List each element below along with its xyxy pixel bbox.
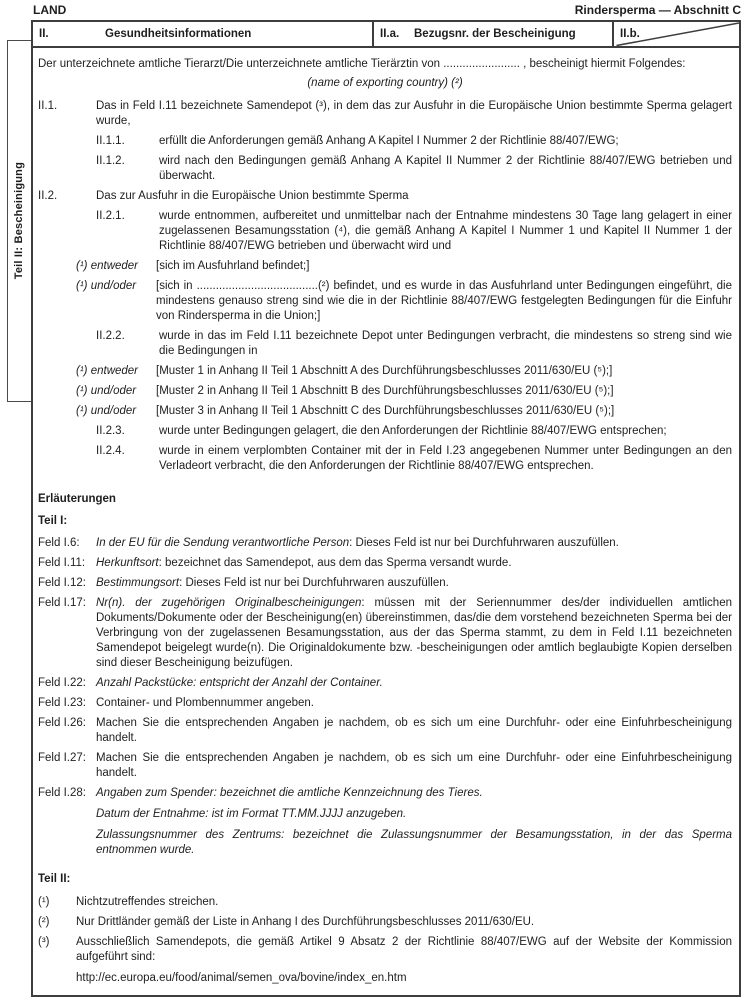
field-text: Container- und Plombennummer angeben.	[96, 697, 314, 709]
field-label: Feld I.28:	[38, 787, 86, 799]
clause-ii-2	[38, 189, 732, 204]
country-field-label: LAND	[33, 3, 67, 17]
clause-text: wurde in einem verplombten Container mit der in Feld I.23 angegebenen Nummer unter Bedingungen an den Verladeort verbracht, die den Anforderungen der Richtlinie 88/407/EWG entsprechen.	[159, 445, 732, 472]
option-text: [Muster 2 in Anhang II Teil 1 Abschnitt B des Durchführungsbeschlusses 2011/630/EU (⁵);]	[156, 385, 614, 397]
note-field-i28	[38, 786, 732, 858]
page-top-header	[33, 3, 741, 17]
exporting-country-note: (name of exporting country) (²)	[307, 77, 463, 89]
section-iib-number: II.b.	[620, 27, 640, 40]
note-field-i27	[38, 751, 732, 781]
header-row	[33, 22, 739, 48]
note-field-i11	[38, 556, 732, 571]
field-text: Anzahl Packstücke: entspricht der Anzahl der Container.	[96, 677, 383, 689]
clause-number: II.2.2.	[96, 330, 125, 342]
footnote-text: Nichtzutreffendes streichen.	[76, 896, 219, 908]
clause-text: wurde entnommen, aufbereitet und unmittelbar nach der Entnahme mindestens 30 Tage lang gelagert in einer zugelassenen Besamungsstation (⁴), die gemäß Anhang A Kapitel I Nummer 1 und Kapitel II Nummer 1 der Richtlinie 88/407/EWG betrieben und überwacht wird und	[159, 210, 732, 252]
field-paragraph: Datum der Entnahme: ist im Format TT.MM.JJJJ anzugeben.	[96, 808, 407, 820]
footnote-1	[38, 895, 732, 910]
field-label: Feld I.17:	[38, 597, 86, 609]
clause-ii-2-2	[96, 329, 732, 359]
option-undoder-2	[76, 384, 732, 399]
header-cell-reference-number	[374, 22, 614, 46]
clause-text: erfüllt die Anforderungen gemäß Anhang A Kapitel I Nummer 2 der Richtlinie 88/407/EWG;	[159, 135, 619, 147]
clause-number: II.1.	[38, 100, 58, 112]
field-label: Feld I.26:	[38, 717, 86, 729]
certificate-box	[31, 20, 741, 997]
header-cell-health-info	[33, 22, 374, 46]
option-text: [Muster 1 in Anhang II Teil 1 Abschnitt A des Durchführungsbeschlusses 2011/630/EU (⁵);]	[156, 365, 613, 377]
footnote-marker: (³)	[38, 936, 50, 948]
footnote-marker: (¹)	[38, 896, 50, 908]
field-text: Machen Sie die entsprechenden Angaben je nachdem, ob es sich um eine Durchfuhr- oder eine Einfuhrbescheinigung handelt.	[96, 717, 732, 744]
field-label: Feld I.11:	[38, 557, 86, 569]
field-text: In der EU für die Sendung verantwortliche Person: Dieses Feld ist nur bei Durchfuhrwaren auszufüllen.	[96, 537, 619, 549]
option-text: [Muster 3 in Anhang II Teil 1 Abschnitt C des Durchführungsbeschlusses 2011/630/EU (⁵);]	[156, 405, 615, 417]
option-marker: (¹) und/oder	[76, 405, 137, 417]
option-marker: (¹) entweder	[76, 365, 139, 377]
clause-text: wird nach den Bedingungen gemäß Anhang A Kapitel II Nummer 2 der Richtlinie 88/407/EWG betrieben und überwacht.	[159, 155, 732, 182]
option-text: [sich im Ausfuhrland befindet;]	[156, 260, 310, 272]
clause-ii-1-2	[96, 154, 732, 184]
field-text: Nr(n). der zugehörigen Originalbescheinigungen: müssen mit der Seriennummer des/der individuellen amtlichen Dokuments/Dokumente oder der Bescheinigung(en) übereinstimmen, das/die dem vorstehend bezeichneten Sperma bei der Verbringung von der zugelassenen Besamungsstation, aus der das Sperma stammt, zu dem in Feld I.11 bezeichneten Samendepot beigelegt wurde(n). Die Originaldokumente bzw. -bescheinigungen oder amtlich beglaubigte Kopien derselben sind dieser Bescheinigung beizufügen.	[96, 597, 732, 669]
header-cell-iib	[614, 22, 739, 46]
document-title: Rindersperma — Abschnitt C	[574, 3, 741, 17]
option-text: [sich in ......................................(²) befindet, und es wurde in das Ausfuhrland unter Bedingungen eingeführt, die mindestens genauso streng sind wie die in der Richtlinie 88/407/EWG festgelegten Bedingungen für die Einfuhr von Rindersperma in die Union;]	[156, 280, 732, 322]
clause-number: II.2.1.	[96, 210, 125, 222]
field-label: Feld I.22:	[38, 677, 86, 689]
option-undoder-3	[76, 404, 732, 419]
field-paragraph: Zulassungsnummer des Zentrums: bezeichnet die Zulassungsnummer der Besamungsstation, in der das Sperma entnommen wurde.	[96, 829, 732, 856]
clause-text: wurde unter Bedingungen gelagert, die den Anforderungen der Richtlinie 88/407/EWG entsprechen;	[159, 425, 667, 437]
clause-ii-2-3	[96, 424, 732, 439]
clause-ii-1	[38, 99, 732, 129]
field-text: Herkunftsort: bezeichnet das Samendepot, aus dem das Sperma versandt wurde.	[96, 557, 512, 569]
note-field-i22	[38, 676, 732, 691]
clause-number: II.2.3.	[96, 425, 125, 437]
intro-text: Der unterzeichnete amtliche Tierarzt/Die unterzeichnete amtliche Tierärztin von ........................ , bescheinigt hiermit Folgendes:	[38, 58, 686, 70]
field-label: Feld I.27:	[38, 752, 86, 764]
note-field-i26	[38, 716, 732, 746]
notes-part2-title: Teil II:	[38, 873, 71, 885]
footnote-2	[38, 915, 732, 930]
commission-url: http://ec.europa.eu/food/animal/semen_ova/bovine/index_en.htm	[76, 972, 407, 984]
field-text	[96, 786, 732, 858]
note-field-i17	[38, 596, 732, 671]
field-label: Feld I.23:	[38, 697, 86, 709]
footnote-text: Ausschließlich Samendepots, die gemäß Artikel 9 Absatz 2 der Richtlinie 88/407/EWG auf der Website der Kommission aufgeführt sind: http://ec.europa.eu/food/animal/semen_ova/bovine/index_en.htm	[76, 936, 732, 984]
sidebar-label: Teil II: Bescheinigung	[13, 162, 25, 280]
clause-text: Das zur Ausfuhr in die Europäische Union bestimmte Sperma	[96, 190, 409, 202]
option-marker: (¹) entweder	[76, 260, 139, 272]
clause-ii-1-1	[96, 134, 732, 149]
footnote-marker: (²)	[38, 916, 50, 928]
option-entweder-2	[76, 364, 732, 379]
clause-number: II.1.1.	[96, 135, 125, 147]
footnote-3	[38, 935, 732, 986]
note-field-i23	[38, 696, 732, 711]
note-field-i6	[38, 536, 732, 551]
clause-text: wurde in das im Feld I.11 bezeichnete Depot unter Bedingungen verbracht, die mindestens so streng sind wie die Bedingungen in	[159, 330, 732, 357]
clause-number: II.1.2.	[96, 155, 125, 167]
note-field-i12	[38, 576, 732, 591]
section-iia-label: Bezugsnr. der Bescheinigung	[414, 27, 576, 40]
field-label: Feld I.6:	[38, 537, 80, 549]
footnote-text: Nur Drittländer gemäß der Liste in Anhang I des Durchführungsbeschlusses 2011/630/EU.	[76, 916, 535, 928]
section-iia-number: II.a.	[380, 27, 400, 40]
section-ii-number: II.	[39, 27, 49, 40]
notes-part1-title: Teil I:	[38, 515, 68, 527]
option-undoder-1	[76, 279, 732, 324]
certificate-body	[33, 48, 739, 986]
option-marker: (¹) und/oder	[76, 280, 137, 292]
field-text: Machen Sie die entsprechenden Angaben je nachdem, ob es sich um eine Durchfuhr- oder eine Einfuhrbescheinigung handelt.	[96, 752, 732, 779]
option-entweder-1	[76, 259, 732, 274]
section-ii-label: Gesundheitsinformationen	[105, 27, 252, 40]
part-ii-sidebar	[7, 40, 31, 402]
field-paragraph: Angaben zum Spender: bezeichnet die amtliche Kennzeichnung des Tieres.	[96, 787, 483, 799]
field-label: Feld I.12:	[38, 577, 86, 589]
intro-statement	[38, 57, 732, 72]
notes-title: Erläuterungen	[38, 493, 116, 505]
option-marker: (¹) und/oder	[76, 385, 137, 397]
clause-text: Das in Feld I.11 bezeichnete Samendepot (³), in dem das zur Ausfuhr in die Europäische Union bestimmte Sperma gelagert wurde,	[96, 100, 732, 127]
field-text: Bestimmungsort: Dieses Feld ist nur bei Durchfuhrwaren auszufüllen.	[96, 577, 449, 589]
clause-number: II.2.	[38, 190, 58, 202]
clause-number: II.2.4.	[96, 445, 125, 457]
clause-ii-2-4	[96, 444, 732, 474]
clause-ii-2-1	[96, 209, 732, 254]
